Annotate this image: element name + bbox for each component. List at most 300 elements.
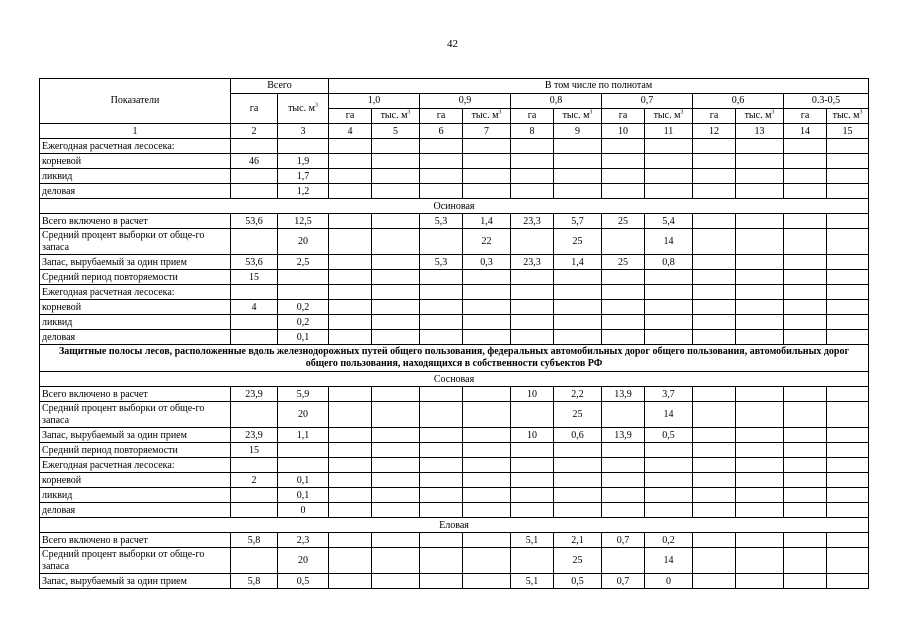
table-cell — [511, 270, 554, 285]
table-cell: 0,1 — [278, 473, 329, 488]
table-cell — [554, 184, 602, 199]
table-cell — [554, 285, 602, 300]
table-cell — [784, 315, 827, 330]
table-cell — [463, 169, 511, 184]
table-cell: 1,7 — [278, 169, 329, 184]
table-cell: 1,1 — [278, 428, 329, 443]
table-cell: 23,3 — [511, 214, 554, 229]
table-cell: 0,5 — [554, 574, 602, 589]
unit-ha: га — [329, 109, 372, 124]
row-label: деловая — [40, 503, 231, 518]
table-cell — [231, 503, 278, 518]
table-cell — [602, 300, 645, 315]
table-row — [40, 548, 869, 574]
table-cell: 5,3 — [420, 214, 463, 229]
table-cell — [827, 270, 869, 285]
table-cell: 10 — [511, 428, 554, 443]
table-cell — [420, 443, 463, 458]
table-cell — [420, 285, 463, 300]
table-cell — [372, 270, 420, 285]
table-cell: 14 — [645, 402, 693, 428]
table-cell: 22 — [463, 229, 511, 255]
table-cell: 4 — [231, 300, 278, 315]
table-cell — [463, 473, 511, 488]
table-cell — [231, 285, 278, 300]
table-cell — [511, 503, 554, 518]
table-cell — [372, 169, 420, 184]
table-cell — [736, 270, 784, 285]
column-number: 10 — [602, 124, 645, 139]
table-row — [40, 154, 869, 169]
row-label: Ежегодная расчетная лесосека: — [40, 285, 231, 300]
table-cell — [372, 428, 420, 443]
table-cell — [511, 154, 554, 169]
species-section-row — [40, 372, 869, 387]
table-cell: 1,4 — [554, 255, 602, 270]
table-cell: 1,4 — [463, 214, 511, 229]
table-cell: 13,9 — [602, 428, 645, 443]
table-cell — [602, 315, 645, 330]
table-cell — [231, 169, 278, 184]
table-cell — [420, 139, 463, 154]
table-cell — [645, 184, 693, 199]
table-cell — [278, 270, 329, 285]
table-cell — [554, 458, 602, 473]
table-cell — [420, 503, 463, 518]
table-cell — [645, 330, 693, 345]
table-cell — [463, 184, 511, 199]
unit-ha: га — [420, 109, 463, 124]
table-cell — [278, 458, 329, 473]
table-cell — [463, 300, 511, 315]
table-cell — [372, 255, 420, 270]
table-cell — [736, 300, 784, 315]
table-cell — [827, 458, 869, 473]
column-number: 7 — [463, 124, 511, 139]
table-cell — [329, 548, 372, 574]
unit-ha: га — [602, 109, 645, 124]
table-cell — [693, 574, 736, 589]
table-cell — [420, 270, 463, 285]
table-cell — [645, 458, 693, 473]
table-cell — [827, 255, 869, 270]
table-cell — [463, 488, 511, 503]
table-cell — [420, 154, 463, 169]
table-cell — [420, 387, 463, 402]
row-label: Запас, вырубаемый за один прием — [40, 255, 231, 270]
table-cell — [463, 154, 511, 169]
row-label: ликвид — [40, 169, 231, 184]
table-cell: 0,1 — [278, 330, 329, 345]
table-cell — [693, 300, 736, 315]
header-density-5: 0,6 — [693, 94, 784, 109]
column-number: 14 — [784, 124, 827, 139]
table-cell — [511, 458, 554, 473]
table-cell — [329, 387, 372, 402]
table-cell — [784, 458, 827, 473]
table-cell — [784, 214, 827, 229]
table-cell — [231, 184, 278, 199]
table-cell — [602, 548, 645, 574]
table-cell — [511, 229, 554, 255]
table-cell — [231, 315, 278, 330]
row-label: корневой — [40, 473, 231, 488]
table-cell — [372, 315, 420, 330]
table-cell: 3,7 — [645, 387, 693, 402]
table-cell: 25 — [554, 402, 602, 428]
unit-thous-m3: тыс. $м^3$ — [372, 109, 420, 124]
unit-thous-m3: тыс. $м^3$ — [463, 109, 511, 124]
category-heading-row — [40, 345, 869, 372]
row-label: Ежегодная расчетная лесосека: — [40, 139, 231, 154]
header-total: Всего — [231, 79, 329, 94]
table-cell — [329, 169, 372, 184]
column-number: 6 — [420, 124, 463, 139]
row-label: Запас, вырубаемый за один прием — [40, 428, 231, 443]
table-cell: 12,5 — [278, 214, 329, 229]
table-cell: 23,9 — [231, 387, 278, 402]
table-cell — [463, 285, 511, 300]
header-density-2: 0,9 — [420, 94, 511, 109]
table-cell — [463, 443, 511, 458]
table-cell: 20 — [278, 548, 329, 574]
table-cell — [554, 443, 602, 458]
table-header — [40, 79, 869, 139]
table-cell — [827, 503, 869, 518]
table-cell — [784, 488, 827, 503]
table-cell — [511, 169, 554, 184]
table-cell: 2,2 — [554, 387, 602, 402]
table-cell — [693, 443, 736, 458]
table-cell — [602, 330, 645, 345]
table-cell: 23,9 — [231, 428, 278, 443]
table-cell — [602, 402, 645, 428]
table-cell: 2 — [231, 473, 278, 488]
table-cell: 2,3 — [278, 533, 329, 548]
table-cell — [736, 255, 784, 270]
table-cell — [784, 285, 827, 300]
unit-thous-m3: тыс. $м^3$ — [645, 109, 693, 124]
table-cell — [420, 574, 463, 589]
column-number: 5 — [372, 124, 420, 139]
table-cell — [420, 473, 463, 488]
table-cell — [463, 548, 511, 574]
table-cell — [827, 443, 869, 458]
table-cell: 53,6 — [231, 255, 278, 270]
table-body — [40, 139, 869, 589]
table-cell — [372, 503, 420, 518]
table-cell — [420, 184, 463, 199]
table-cell — [511, 330, 554, 345]
row-label: Средний процент выборки от обще-го запаса — [40, 548, 231, 574]
table-cell: 0,2 — [278, 300, 329, 315]
table-cell — [329, 270, 372, 285]
table-cell — [784, 548, 827, 574]
table-cell — [372, 443, 420, 458]
unit-thous-m3: тыс. $м^3$ — [827, 109, 869, 124]
table-cell — [645, 315, 693, 330]
table-cell: 25 — [554, 229, 602, 255]
table-cell — [784, 139, 827, 154]
table-cell — [372, 473, 420, 488]
header-indicators: Показатели — [40, 79, 231, 124]
table-cell — [420, 402, 463, 428]
table-cell — [693, 533, 736, 548]
row-label: Средний процент выборки от обще-го запаса — [40, 402, 231, 428]
table-cell — [231, 488, 278, 503]
table-cell — [784, 428, 827, 443]
table-cell — [736, 184, 784, 199]
header-density-3: 0,8 — [511, 94, 602, 109]
table-cell: 1,9 — [278, 154, 329, 169]
table-cell — [736, 548, 784, 574]
table-cell: 0 — [278, 503, 329, 518]
table-row — [40, 503, 869, 518]
row-label: Всего включено в расчет — [40, 214, 231, 229]
table-cell — [420, 229, 463, 255]
row-label: Ежегодная расчетная лесосека: — [40, 458, 231, 473]
table-cell — [784, 229, 827, 255]
header-total-ha: га — [231, 94, 278, 124]
table-cell — [511, 300, 554, 315]
table-cell — [645, 443, 693, 458]
table-cell — [827, 315, 869, 330]
table-cell — [372, 533, 420, 548]
table-row — [40, 473, 869, 488]
table-cell — [420, 330, 463, 345]
table-cell — [511, 473, 554, 488]
table-cell: 5,9 — [278, 387, 329, 402]
forest-table — [39, 78, 869, 589]
table-cell — [372, 330, 420, 345]
table-cell — [554, 503, 602, 518]
table-cell — [736, 574, 784, 589]
table-cell — [645, 270, 693, 285]
column-number: 15 — [827, 124, 869, 139]
table-cell — [784, 443, 827, 458]
table-cell — [736, 154, 784, 169]
column-number: 3 — [278, 124, 329, 139]
table-cell — [602, 139, 645, 154]
table-cell — [693, 458, 736, 473]
table-cell — [329, 154, 372, 169]
table-cell — [736, 285, 784, 300]
column-number: 9 — [554, 124, 602, 139]
table-cell — [827, 330, 869, 345]
table-cell — [827, 387, 869, 402]
table-cell — [827, 184, 869, 199]
table-cell — [827, 300, 869, 315]
table-cell — [736, 458, 784, 473]
table-cell — [554, 139, 602, 154]
table-cell — [511, 139, 554, 154]
table-cell — [329, 285, 372, 300]
table-cell — [736, 533, 784, 548]
table-cell — [329, 503, 372, 518]
table-cell — [827, 285, 869, 300]
table-cell — [420, 300, 463, 315]
row-label: Всего включено в расчет — [40, 533, 231, 548]
table-cell — [736, 139, 784, 154]
table-cell — [511, 184, 554, 199]
table-cell — [372, 387, 420, 402]
table-cell — [645, 169, 693, 184]
table-cell — [231, 548, 278, 574]
table-cell: 10 — [511, 387, 554, 402]
table-cell — [645, 488, 693, 503]
table-cell: 5,4 — [645, 214, 693, 229]
table-row — [40, 533, 869, 548]
table-cell — [693, 428, 736, 443]
row-label: деловая — [40, 330, 231, 345]
table-cell: 0 — [645, 574, 693, 589]
header-density-4: 0,7 — [602, 94, 693, 109]
table-cell — [602, 229, 645, 255]
table-cell — [645, 139, 693, 154]
table-cell — [372, 154, 420, 169]
table-row — [40, 458, 869, 473]
table-cell — [329, 330, 372, 345]
column-number: 2 — [231, 124, 278, 139]
table-cell: 23,3 — [511, 255, 554, 270]
table-cell — [827, 402, 869, 428]
table-cell — [463, 533, 511, 548]
table-cell — [554, 270, 602, 285]
table-cell: 15 — [231, 443, 278, 458]
table-cell — [329, 255, 372, 270]
table-cell — [645, 503, 693, 518]
table-cell — [231, 402, 278, 428]
table-cell — [511, 443, 554, 458]
table-cell — [372, 285, 420, 300]
table-row — [40, 574, 869, 589]
table-cell: 15 — [231, 270, 278, 285]
row-label: Средний период повторяемости — [40, 443, 231, 458]
table-cell — [736, 229, 784, 255]
table-cell — [329, 458, 372, 473]
table-cell — [693, 503, 736, 518]
table-cell: 14 — [645, 548, 693, 574]
table-cell — [784, 533, 827, 548]
table-cell — [372, 548, 420, 574]
table-cell — [784, 387, 827, 402]
table-cell — [463, 402, 511, 428]
table-cell — [463, 387, 511, 402]
table-cell — [463, 139, 511, 154]
table-cell — [231, 229, 278, 255]
table-cell: 5,1 — [511, 574, 554, 589]
table-cell: 14 — [645, 229, 693, 255]
table-cell — [463, 330, 511, 345]
row-label: Средний процент выборки от обще-го запаса — [40, 229, 231, 255]
table-cell — [784, 255, 827, 270]
table-cell — [645, 300, 693, 315]
table-cell — [329, 428, 372, 443]
species-section-row — [40, 518, 869, 533]
table-cell — [736, 169, 784, 184]
table-cell — [693, 270, 736, 285]
table-cell — [693, 169, 736, 184]
table-cell — [372, 139, 420, 154]
table-cell — [231, 458, 278, 473]
table-cell: 20 — [278, 229, 329, 255]
table-cell — [278, 139, 329, 154]
table-cell — [463, 315, 511, 330]
table-cell — [420, 315, 463, 330]
table-row — [40, 402, 869, 428]
table-cell — [278, 443, 329, 458]
table-cell — [736, 443, 784, 458]
table-cell — [329, 229, 372, 255]
row-label: корневой — [40, 300, 231, 315]
table-cell — [645, 285, 693, 300]
table-cell — [693, 139, 736, 154]
table-cell — [827, 169, 869, 184]
table-cell — [420, 458, 463, 473]
table-row — [40, 443, 869, 458]
table-cell — [827, 533, 869, 548]
species-heading: Сосновая — [40, 372, 869, 387]
row-label: ликвид — [40, 488, 231, 503]
table-cell — [693, 548, 736, 574]
table-cell — [693, 184, 736, 199]
table-cell — [554, 315, 602, 330]
table-cell — [278, 285, 329, 300]
row-label: корневой — [40, 154, 231, 169]
table-cell — [736, 315, 784, 330]
table-cell — [372, 184, 420, 199]
row-label: Всего включено в расчет — [40, 387, 231, 402]
column-number: 11 — [645, 124, 693, 139]
table-cell: 1,2 — [278, 184, 329, 199]
table-cell — [329, 214, 372, 229]
table-cell — [784, 473, 827, 488]
table-cell: 0,8 — [645, 255, 693, 270]
table-cell — [784, 503, 827, 518]
table-cell — [736, 503, 784, 518]
table-row — [40, 330, 869, 345]
table-row — [40, 270, 869, 285]
table-cell — [645, 154, 693, 169]
table-cell — [645, 473, 693, 488]
row-label: ликвид — [40, 315, 231, 330]
table-cell: 0,7 — [602, 574, 645, 589]
column-number: 13 — [736, 124, 784, 139]
table-cell: 13,9 — [602, 387, 645, 402]
table-row — [40, 285, 869, 300]
table-cell — [329, 315, 372, 330]
table-cell — [693, 154, 736, 169]
table-cell — [329, 402, 372, 428]
table-cell: 0,5 — [645, 428, 693, 443]
table-cell — [736, 387, 784, 402]
table-cell — [784, 154, 827, 169]
table-cell — [329, 488, 372, 503]
table-cell — [827, 473, 869, 488]
table-cell — [784, 184, 827, 199]
table-cell — [736, 402, 784, 428]
table-cell: 20 — [278, 402, 329, 428]
row-label: деловая — [40, 184, 231, 199]
table-cell — [511, 488, 554, 503]
table-cell — [372, 300, 420, 315]
table-row — [40, 184, 869, 199]
table-cell — [329, 533, 372, 548]
table-cell — [693, 214, 736, 229]
header-total-m3: тыс. $м^3$ — [278, 94, 329, 124]
table-cell — [463, 574, 511, 589]
table-cell: 25 — [602, 214, 645, 229]
